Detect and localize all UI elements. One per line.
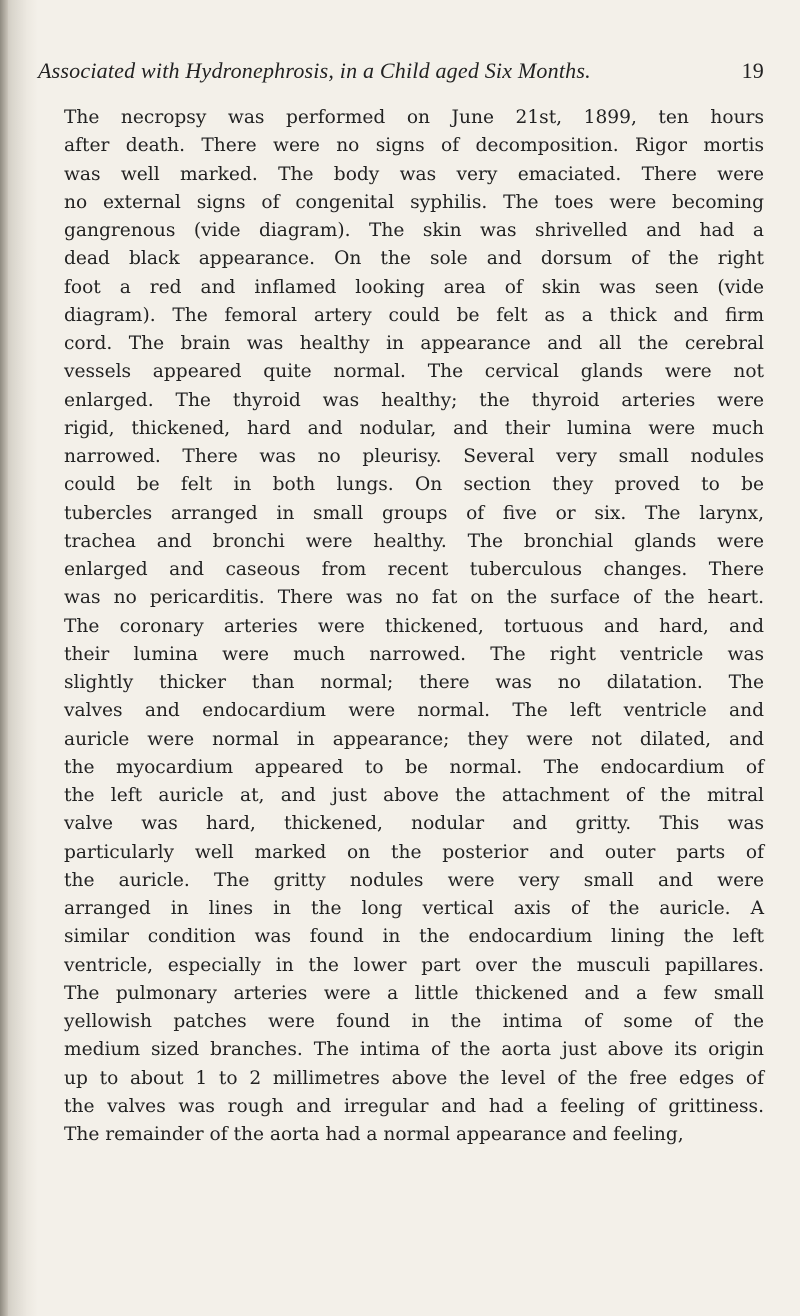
text-line: could be felt in both lungs. On section they proved to be bbox=[64, 474, 764, 496]
text-line: the myocardium appeared to be normal. The endocardium of bbox=[64, 756, 764, 778]
page-binding-edge bbox=[0, 0, 8, 1316]
text-line: ventricle, especially in the lower part over the musculi papillares. bbox=[64, 954, 764, 976]
text-line: yellowish patches were found in the intima of some of the bbox=[64, 1011, 764, 1032]
text-line: rigid, thickened, hard and nodular, and their lumina were much bbox=[64, 417, 764, 439]
text-line: The necropsy was performed on June 21st, 1899, ten hours bbox=[64, 107, 764, 128]
text-line: was no pericarditis. There was no fat on the surface of the heart. bbox=[64, 587, 764, 609]
text-line: diagram). The femoral artery could be felt as a thick and firm bbox=[64, 304, 764, 326]
text-line: enlarged. The thyroid was healthy; the thyroid arteries were bbox=[64, 389, 764, 411]
text-line: tubercles arranged in small groups of five or six. The larynx, bbox=[64, 502, 764, 524]
text-line: cord. The brain was healthy in appearance and all the cerebral bbox=[64, 333, 764, 354]
text-line: medium sized branches. The intima of the aorta just above its origin bbox=[64, 1039, 764, 1061]
text-line: auricle were normal in appearance; they were not dilated, and bbox=[64, 728, 764, 750]
book-page bbox=[38, 58, 764, 1149]
text-line: the valves was rough and irregular and had a feeling of grittiness. bbox=[64, 1095, 764, 1117]
text-line: particularly well marked on the posterior and outer parts of bbox=[64, 841, 764, 863]
text-line: trachea and bronchi were healthy. The bronchial glands were bbox=[64, 530, 764, 552]
page-number: 19 bbox=[741, 58, 764, 83]
running-head bbox=[38, 58, 764, 88]
text-line: no external signs of congenital syphilis. The toes were becoming bbox=[64, 191, 764, 213]
text-line: arranged in lines in the long vertical axis of the auricle. A bbox=[64, 898, 764, 919]
text-line: the auricle. The gritty nodules were very small and were bbox=[64, 869, 764, 891]
text-line: gangrenous (vide diagram). The skin was shrivelled and had a bbox=[64, 220, 764, 241]
text-line: The pulmonary arteries were a little thickened and a few small bbox=[64, 982, 764, 1004]
text-line: was well marked. The body was very emaciated. There were bbox=[64, 163, 764, 185]
text-line: the left auricle at, and just above the attachment of the mitral bbox=[64, 785, 764, 806]
running-head-title: Associated with Hydronephrosis, in a Child aged Six Months. bbox=[38, 58, 591, 83]
text-line: up to about 1 to 2 millimetres above the level of the free edges of bbox=[64, 1067, 764, 1089]
text-line: dead black appearance. On the sole and dorsum of the right bbox=[64, 248, 764, 270]
text-line: The coronary arteries were thickened, tortuous and hard, and bbox=[64, 615, 764, 637]
text-line: narrowed. There was no pleurisy. Several very small nodules bbox=[64, 446, 764, 467]
text-line: similar condition was found in the endocardium lining the left bbox=[64, 926, 764, 948]
text-line: foot a red and inflamed looking area of skin was seen (vide bbox=[64, 276, 764, 298]
text-line: valves and endocardium were normal. The left ventricle and bbox=[64, 700, 764, 722]
text-line: vessels appeared quite normal. The cervical glands were not bbox=[64, 361, 764, 383]
text-line: slightly thicker than normal; there was no dilatation. The bbox=[64, 672, 764, 693]
text-line: valve was hard, thickened, nodular and gritty. This was bbox=[64, 813, 764, 835]
body-paragraph bbox=[38, 104, 764, 1149]
text-line: The remainder of the aorta had a normal appearance and feeling, bbox=[64, 1124, 684, 1145]
text-line: their lumina were much narrowed. The right ventricle was bbox=[64, 643, 764, 665]
text-line: after death. There were no signs of decomposition. Rigor mortis bbox=[64, 135, 764, 157]
text-line: enlarged and caseous from recent tuberculous changes. There bbox=[64, 559, 764, 580]
